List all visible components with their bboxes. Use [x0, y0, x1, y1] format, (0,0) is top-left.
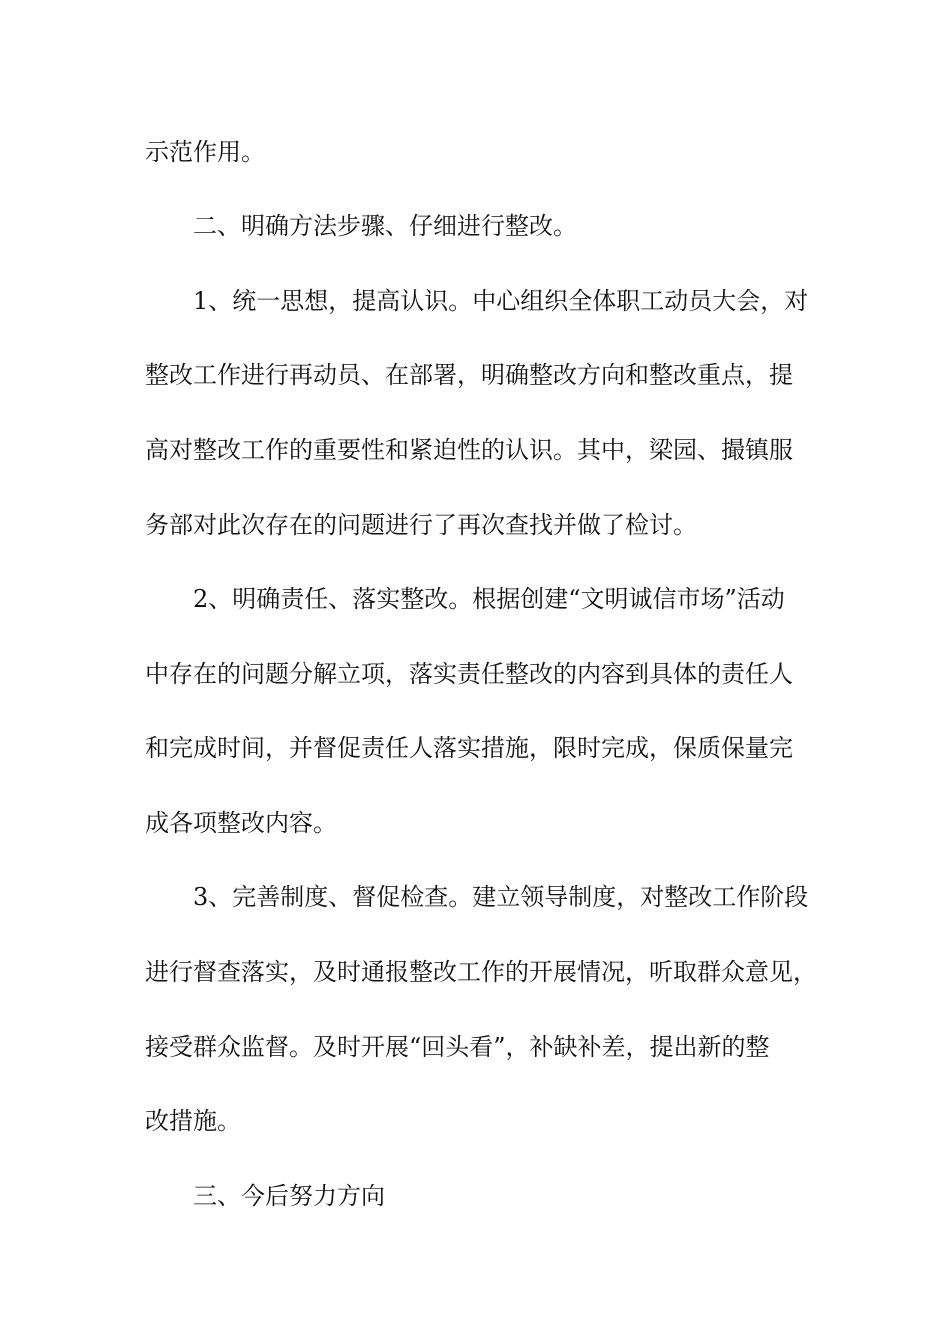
text-line: 3、完善制度、督促检查。建立领导制度，对整改工作阶段 — [193, 883, 809, 911]
text-line: 2、明确责任、落实整改。根据创建“文明诚信市场”活动 — [193, 585, 785, 613]
text-line: 和完成时间，并督促责任人落实措施，限时完成，保质保量完 — [145, 734, 793, 762]
text-line: 改措施。 — [145, 1107, 241, 1135]
text-line: 接受群众监督。及时开展“回头看”，补缺补差，提出新的整 — [145, 1033, 770, 1061]
text-line: 整改工作进行再动员、在部署，明确整改方向和整改重点，提 — [145, 361, 793, 389]
text-line: 中存在的问题分解立项，落实责任整改的内容到具体的责任人 — [145, 660, 793, 688]
text-line: 高对整改工作的重要性和紧迫性的认识。其中，梁园、撮镇服 — [145, 436, 793, 464]
section-heading: 三、今后努力方向 — [193, 1182, 385, 1210]
section-heading: 二、明确方法步骤、仔细进行整改。 — [193, 212, 577, 240]
text-line: 成各项整改内容。 — [145, 809, 337, 837]
text-line: 1、统一思想，提高认识。中心组织全体职工动员大会，对 — [193, 287, 809, 315]
text-line: 示范作用。 — [145, 138, 265, 166]
text-line: 务部对此次存在的问题进行了再次查找并做了检讨。 — [145, 511, 697, 539]
text-line: 进行督查落实，及时通报整改工作的开展情况，听取群众意见， — [145, 958, 817, 986]
